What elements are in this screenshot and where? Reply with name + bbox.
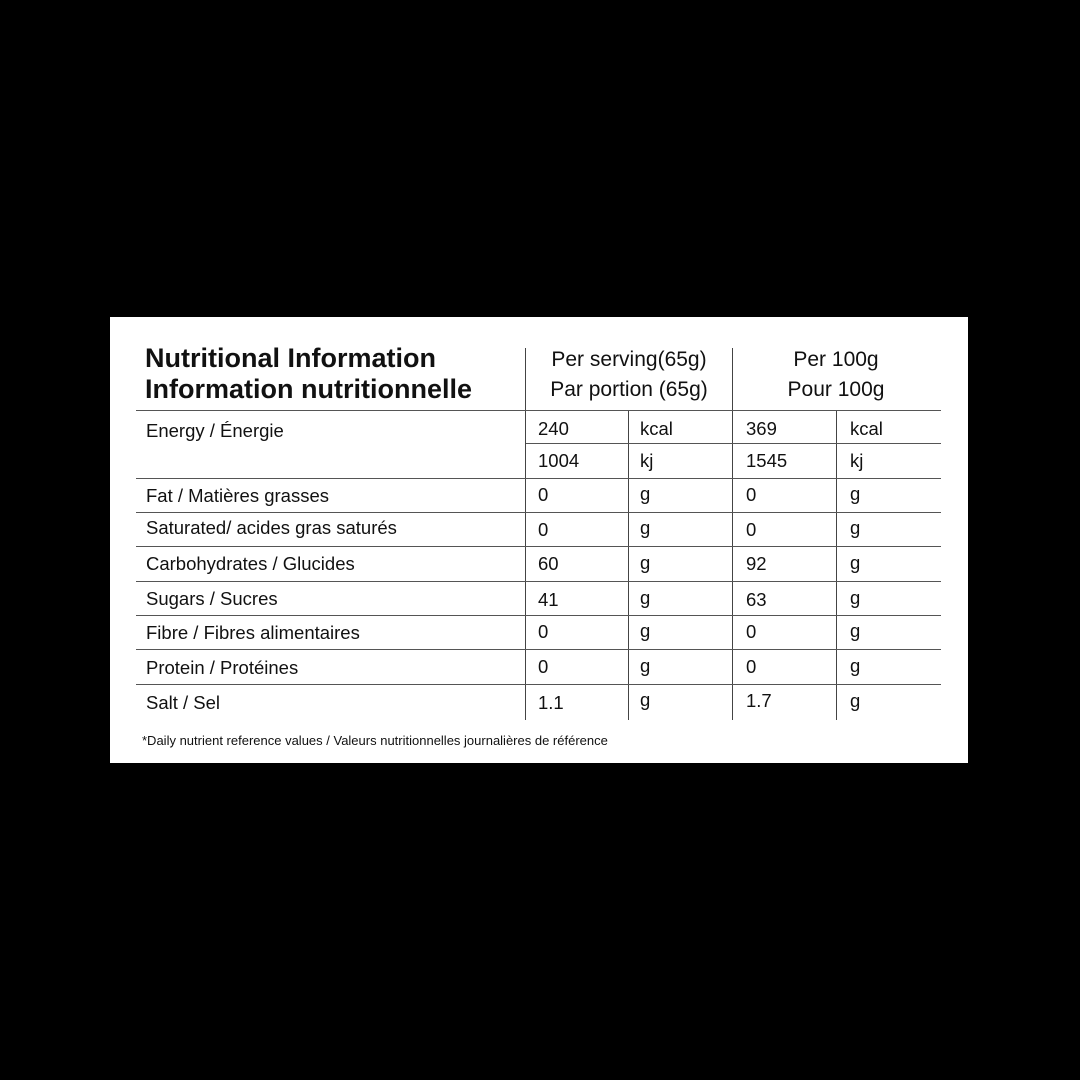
rule-energy — [136, 478, 941, 479]
rule-fibre — [136, 649, 941, 650]
per-100g-french: Pour 100g — [787, 378, 885, 401]
row-label-protein: Protein / Protéines — [146, 657, 299, 678]
rule-carbohydrates — [136, 581, 941, 582]
row-label-fibre: Fibre / Fibres alimentaires — [146, 622, 360, 643]
rule-energy-split — [526, 443, 941, 444]
divider-serving-unit — [628, 411, 629, 720]
rule-header — [136, 410, 941, 411]
energy-kj-per100-unit: kj — [850, 450, 864, 471]
protein-per100-unit: g — [850, 655, 861, 676]
fibre-serving-unit: g — [640, 620, 651, 641]
energy-kcal-serving-unit: kcal — [640, 418, 673, 439]
rule-saturated — [136, 546, 941, 547]
energy-kj-per100: 1545 — [746, 450, 788, 471]
footnote: *Daily nutrient reference values / Valeurs nutritionnelles journalières de référence — [142, 733, 608, 748]
title-french: Information nutritionnelle — [145, 374, 472, 404]
divider-serving-right — [732, 348, 733, 720]
divider-100g-unit — [836, 411, 837, 720]
carbohydrates-per100: 92 — [746, 553, 767, 574]
sugars-serving: 41 — [538, 589, 559, 610]
fibre-per100-unit: g — [850, 620, 861, 641]
carbohydrates-serving-unit: g — [640, 552, 651, 573]
protein-serving: 0 — [538, 656, 549, 677]
carbohydrates-per100-unit: g — [850, 552, 861, 573]
row-label-salt: Salt / Sel — [146, 692, 221, 713]
fat-serving: 0 — [538, 484, 549, 505]
title-english: Nutritional Information — [145, 343, 436, 373]
energy-kcal-per100-unit: kcal — [850, 418, 883, 439]
saturated-serving: 0 — [538, 519, 549, 540]
per-100g-english: Per 100g — [793, 348, 879, 371]
label-title — [145, 343, 472, 405]
saturated-serving-unit: g — [640, 517, 651, 538]
row-label-energy: Energy / Énergie — [146, 420, 284, 441]
rule-protein — [136, 684, 941, 685]
sugars-per100: 63 — [746, 589, 767, 610]
row-label-carbohydrates: Carbohydrates / Glucides — [146, 553, 355, 574]
saturated-per100-unit: g — [850, 517, 861, 538]
protein-per100: 0 — [746, 656, 757, 677]
per-serving-english: Per serving(65g) — [551, 348, 707, 371]
fibre-serving: 0 — [538, 621, 549, 642]
salt-serving-unit: g — [640, 689, 651, 710]
fat-per100-unit: g — [850, 483, 861, 504]
saturated-per100: 0 — [746, 519, 757, 540]
row-label-saturated: Saturated/ acides gras saturés — [146, 517, 397, 538]
rule-sugars — [136, 615, 941, 616]
salt-serving: 1.1 — [538, 692, 564, 713]
per-serving-french: Par portion (65g) — [550, 378, 708, 401]
fat-per100: 0 — [746, 484, 757, 505]
carbohydrates-serving: 60 — [538, 553, 559, 574]
energy-kj-serving-unit: kj — [640, 450, 654, 471]
column-header-per-serving — [526, 345, 732, 405]
energy-kcal-serving: 240 — [538, 418, 569, 439]
fibre-per100: 0 — [746, 621, 757, 642]
protein-serving-unit: g — [640, 655, 651, 676]
rule-fat — [136, 512, 941, 513]
salt-per100-unit: g — [850, 690, 861, 711]
row-label-sugars: Sugars / Sucres — [146, 588, 278, 609]
divider-serving-left — [525, 348, 526, 720]
fat-serving-unit: g — [640, 483, 651, 504]
salt-per100: 1.7 — [746, 690, 772, 711]
row-label-fat: Fat / Matières grasses — [146, 485, 330, 506]
column-header-per-100g — [732, 345, 940, 405]
energy-kcal-per100: 369 — [746, 418, 777, 439]
sugars-serving-unit: g — [640, 587, 651, 608]
nutrition-label — [110, 317, 968, 763]
sugars-per100-unit: g — [850, 587, 861, 608]
energy-kj-serving: 1004 — [538, 450, 580, 471]
